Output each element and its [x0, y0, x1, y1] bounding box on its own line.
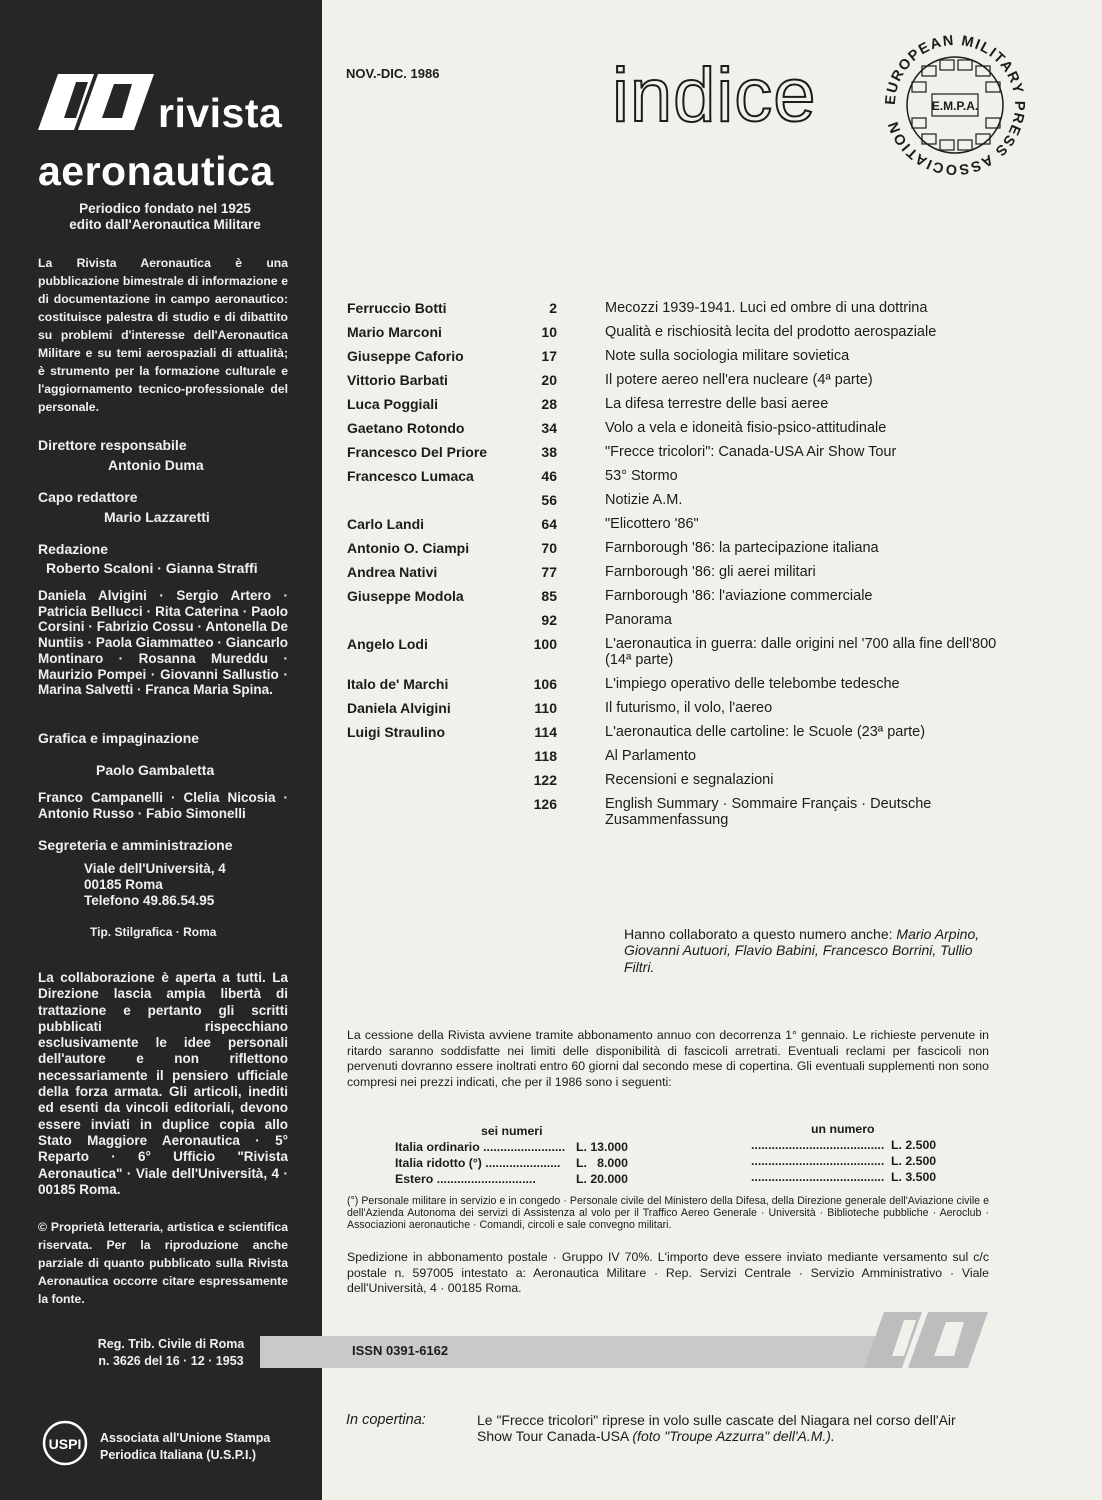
- toc-title: La difesa terrestre delle basi aeree: [605, 396, 829, 412]
- uspi-logo-icon: [42, 1420, 88, 1466]
- shipping-text: Spedizione in abbonamento postale · Gruppo IV 70%. L'importo deve essere inviato mediante versamento sul c/c postale n. 597005 intestato a: Aeronautica Militare · Rep. Servizi Centrale · Servizio Amministrativo · Viale dell'Università, 4 · 00185 Roma.: [347, 1250, 989, 1295]
- uspi-line2: Periodica Italiana (U.S.P.I.): [100, 1448, 257, 1462]
- printer: Tip. Stilgrafica · Roma: [90, 925, 217, 939]
- toc-title: Farnborough '86: l'aviazione commerciale: [605, 588, 873, 604]
- toc-title: 53° Stormo: [605, 468, 678, 484]
- empa-ring-text: EUROPEAN MILITARY PRESS ASSOCIATION: [882, 32, 1028, 178]
- price-header-one: un numero: [811, 1122, 875, 1136]
- toc-page-number: 38: [541, 444, 557, 460]
- tagline: [40, 201, 290, 233]
- toc-page-number: 70: [541, 540, 557, 556]
- toc-page-number: 10: [541, 324, 557, 340]
- toc-page-number: 126: [533, 796, 557, 812]
- graphics-others: Franco Campanelli · Clelia Nicosia · Antonio Russo · Fabio Simonelli: [38, 790, 288, 821]
- toc-page-number: 122: [533, 772, 557, 788]
- toc-title: "Elicottero '86": [605, 516, 699, 532]
- toc-title: L'aeronautica in guerra: dalle origini nel '700 alla fine dell'800 (14ª parte): [605, 636, 997, 668]
- toc-page-number: 17: [541, 348, 557, 364]
- registration: [86, 1336, 256, 1370]
- admin-phone: Telefono 49.86.54.95: [84, 893, 215, 908]
- toc-author: Vittorio Barbati: [347, 372, 448, 388]
- issn: ISSN 0391-6162: [352, 1343, 449, 1358]
- toc-page-number: 106: [533, 676, 557, 692]
- masthead-sidebar: [0, 0, 322, 1500]
- editorial-names: Roberto Scaloni · Gianna Straffi: [46, 560, 258, 576]
- contributors: [624, 926, 994, 975]
- toc-title: Farnborough '86: gli aerei militari: [605, 564, 816, 580]
- toc-author: Luca Poggiali: [347, 396, 439, 412]
- empa-center-text: E.M.P.A.: [931, 99, 979, 113]
- uspi-logo-text: USPI: [48, 1436, 82, 1452]
- price-one: L. 2.500: [891, 1154, 937, 1168]
- toc-title: Note sulla sociologia militare sovietica: [605, 348, 850, 364]
- toc-title: L'impiego operativo delle telebombe tedesche: [605, 676, 900, 692]
- toc-author: Antonio O. Ciampi: [347, 540, 470, 556]
- toc-author: Giuseppe Modola: [347, 588, 464, 604]
- toc-page-number: 64: [541, 516, 557, 532]
- rights-text: © Proprietà letteraria, artistica e scientifica riservata. Per la riproduzione anche parziale di quanto pubblicato sulla Rivista Aeronautica occorre citare espressamente la fonte.: [38, 1220, 288, 1306]
- toc-title: Qualità e rischiosità lecita del prodotto aerospaziale: [605, 324, 937, 340]
- price-row-label: Italia ordinario ........................: [395, 1140, 566, 1154]
- toc-author: Andrea Nativi: [347, 564, 438, 580]
- toc-author: Ferruccio Botti: [347, 300, 447, 316]
- toc-author: Gaetano Rotondo: [347, 420, 465, 436]
- director-label: Direttore responsabile: [38, 437, 187, 453]
- tagline-line1: Periodico fondato nel 1925: [79, 201, 251, 216]
- registration-line1: Reg. Trib. Civile di Roma: [97, 1337, 245, 1351]
- admin-label: Segreteria e amministrazione: [38, 837, 233, 853]
- cover-label: In copertina:: [346, 1412, 426, 1428]
- toc-title: Al Parlamento: [605, 748, 697, 764]
- toc-title: Notizie A.M.: [605, 492, 683, 508]
- cover-caption: Le "Frecce tricolori" riprese in volo sulle cascate del Niagara nel corso dell'Air Show Tour Canada-USA: [477, 1412, 956, 1444]
- intro-text: La Rivista Aeronautica è una pubblicazione bimestrale di informazione e di documentazione in campo aeronautico: costituisce palestra di studio e di dibattito su problemi d'interesse dell'Aeronautica Militare e su temi aerospaziali di attualità; è strumento per la formazione culturale e l'aggiornamento tecnico-professionale del personale.: [38, 256, 288, 414]
- toc-author: Mario Marconi: [347, 324, 442, 340]
- toc-page-number: 118: [534, 748, 557, 764]
- price-row-label: Italia ridotto (°) ......................: [395, 1156, 561, 1170]
- toc-author: Francesco Lumaca: [347, 468, 474, 484]
- toc-title: Recensioni e segnalazioni: [605, 772, 774, 788]
- issue-date: NOV.-DIC. 1986: [346, 66, 440, 81]
- price-one: L. 2.500: [891, 1138, 937, 1152]
- toc-title: Farnborough '86: la partecipazione italiana: [605, 540, 879, 556]
- price-six: L. 8.000: [576, 1156, 628, 1170]
- cover-text: [477, 1412, 987, 1444]
- toc-page-number: 2: [549, 300, 557, 316]
- contributors-names: Mario Arpino, Giovanni Autuori, Flavio Babini, Francesco Borrini, Tullio Filtri.: [624, 926, 980, 975]
- contributors-lead: Hanno collaborato a questo numero anche:: [624, 926, 897, 942]
- toc-title: L'aeronautica delle cartoline: le Scuole (23ª parte): [605, 724, 926, 740]
- toc-author: Italo de' Marchi: [347, 676, 449, 692]
- graphics-name: Paolo Gambaletta: [96, 762, 215, 778]
- toc-author: Angelo Lodi: [347, 636, 428, 652]
- brand-word-aeronautica: aeronautica: [38, 148, 274, 194]
- price-six: L. 13.000: [576, 1140, 628, 1154]
- ra-logo-icon: [36, 72, 156, 132]
- chief-name: Mario Lazzaretti: [104, 509, 210, 525]
- toc-page-number: 46: [541, 468, 557, 484]
- tagline-line2: edito dall'Aeronautica Militare: [69, 217, 261, 232]
- ra-logo-footer-icon: [860, 1310, 992, 1370]
- admin-address-line1: Viale dell'Università, 4: [84, 861, 226, 876]
- toc-page-number: 85: [541, 588, 557, 604]
- toc-title: Mecozzi 1939-1941. Luci ed ombre di una dottrina: [605, 300, 928, 316]
- toc-title: English Summary · Sommaire Français · Deutsche Zusammenfassung: [605, 796, 932, 828]
- toc-page-number: 92: [541, 612, 557, 628]
- toc-title: "Frecce tricolori": Canada-USA Air Show Tour: [605, 444, 897, 460]
- toc-title: Il potere aereo nell'era nucleare (4ª parte): [605, 372, 873, 388]
- toc-page-number: 77: [541, 564, 557, 580]
- masthead-logo: [36, 72, 296, 134]
- registration-line2: n. 3626 del 16 · 12 · 1953: [98, 1354, 244, 1368]
- uspi-line1: Associata all'Unione Stampa: [100, 1431, 271, 1445]
- toc-author: Giuseppe Caforio: [347, 348, 464, 364]
- toc-title: Il futurismo, il volo, l'aereo: [605, 700, 773, 716]
- toc-page-number: 28: [541, 396, 557, 412]
- staff-list: Daniela Alvigini · Sergio Artero · Patricia Bellucci · Rita Caterina · Paolo Corsini · Fabrizio Cossu · Antonella De Nuntiis · Paola Giammatteo · Giancarlo Montinaro · Rosanna Mureddu · Maurizio Pompei · Giovanni Sallustio · Marina Salvetti · Franca Maria Spina.: [38, 588, 288, 698]
- toc-page-number: 100: [533, 636, 557, 652]
- toc-author: Daniela Alvigini: [347, 700, 451, 716]
- toc-author: Francesco Del Priore: [347, 444, 488, 460]
- collaboration-text: La collaborazione è aperta a tutti. La Direzione lascia ampia libertà di trattazione e pertanto gli scritti pubblicati rispecchiano esclusivamente le idee personali dell'autore e non riflettono necessariamente il pensiero ufficiale della forza armata. Gli articoli, inediti ed esenti da vincoli editoriali, devono essere inviati in duplice copia allo Stato Maggiore Aeronautica · 5° Reparto · 6° Ufficio "Rivista Aeronautica" · Viale dell'Università, 4 · 00185 Roma.: [38, 970, 288, 1197]
- toc-page-number: 56: [541, 492, 557, 508]
- toc-page-number: 114: [534, 724, 557, 740]
- price-one-dots: .......................................: [751, 1154, 885, 1168]
- toc-title: Volo a vela e idoneità fisio-psico-attitudinale: [605, 420, 887, 436]
- cover-credit: (foto "Troupe Azzurra" dell'A.M.).: [632, 1428, 835, 1444]
- price-table: [347, 1120, 989, 1190]
- price-header-six: sei numeri: [481, 1124, 543, 1138]
- price-one-dots: .......................................: [751, 1170, 885, 1184]
- toc-page-number: 110: [534, 700, 557, 716]
- graphics-label: Grafica e impaginazione: [38, 730, 200, 746]
- price-one: L. 3.500: [891, 1170, 937, 1184]
- toc-title: Panorama: [605, 612, 672, 628]
- toc-page-number: 34: [541, 420, 557, 436]
- toc-author: Carlo Landi: [347, 516, 425, 532]
- editorial-label: Redazione: [38, 541, 109, 557]
- uspi-text: [100, 1430, 270, 1464]
- empa-badge-icon: [880, 30, 1030, 180]
- toc-author: Luigi Straulino: [347, 724, 445, 740]
- director-name: Antonio Duma: [108, 457, 204, 473]
- brand-word-rivista: rivista: [158, 90, 283, 136]
- price-six: L. 20.000: [576, 1172, 628, 1186]
- reduced-price-note: (°) Personale militare in servizio e in congedo · Personale civile del Ministero della Difesa, della Direzione generale dell'Aviazione civile e dell'Azienda Autonoma dei servizi di Assistenza al volo per il Traffico Aereo Generale · Università · Biblioteche pubbliche · Aeroclub · Associazioni aeronautiche · Comandi, circoli e sale convegno militari.: [347, 1195, 989, 1231]
- toc-page-number: 20: [541, 372, 557, 388]
- page-title: indice: [612, 53, 817, 138]
- price-row-label: Estero .............................: [395, 1172, 536, 1186]
- chief-label: Capo redattore: [38, 489, 138, 505]
- admin-address-line2: 00185 Roma: [84, 877, 163, 892]
- subscription-text: La cessione della Rivista avviene tramite abbonamento annuo con decorrenza 1° gennaio. Le richieste pervenute in ritardo saranno soddisfatte nei limiti delle disponibilità di fascicoli arretrati. Eventuali reclami per fascicoli non pervenuti dovranno essere inoltrati entro 60 giorni dal secondo mese di copertina. Gli eventuali supplementi non sono compresi nei prezzi indicati, che per il 1986 sono i seguenti:: [347, 1028, 989, 1089]
- price-one-dots: .......................................: [751, 1138, 885, 1152]
